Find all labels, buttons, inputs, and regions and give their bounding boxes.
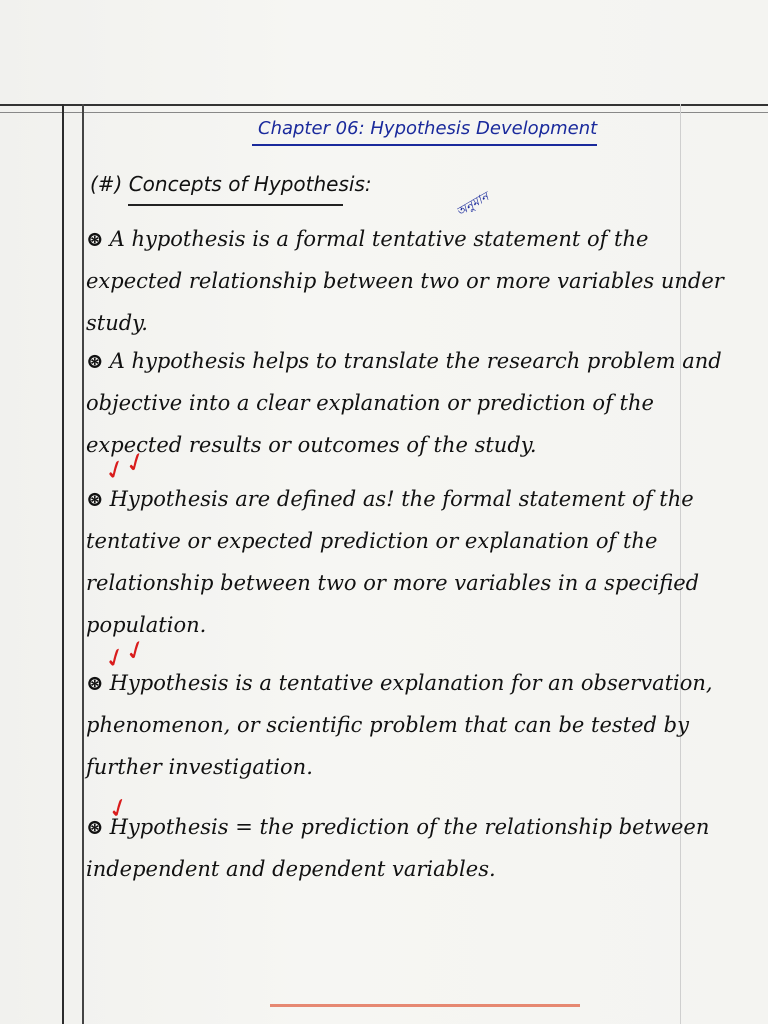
paragraph-2: [86, 340, 726, 466]
paragraph-text: Hypothesis is a tentative explanation for an observation, phenomenon, or scientific problem that can be tested by further investigation.: [86, 671, 713, 779]
top-rule: [0, 104, 768, 106]
check-mark-icon: ✓✓: [100, 633, 152, 677]
heading-underline: [128, 204, 343, 206]
bullet-icon: ⊛: [86, 226, 104, 251]
margin-line-left: [62, 104, 64, 1024]
paragraph-3: [86, 478, 726, 646]
bullet-icon: ⊛: [86, 486, 104, 511]
top-rule-secondary: [0, 112, 768, 113]
bullet-icon: ⊛: [86, 348, 104, 373]
section-heading: (#) Concepts of Hypothesis:: [90, 172, 372, 196]
check-mark-icon: ✓: [103, 791, 135, 827]
bullet-icon: ⊛: [86, 814, 104, 839]
paragraph-text: Hypothesis are defined as! the formal statement of the tentative or expected prediction or explanation of the relationship between two or more variables in a specified population.: [86, 487, 700, 637]
paragraph-text: A hypothesis is a formal tentative statement of the expected relationship between two or more variables under study.: [86, 227, 724, 335]
title-underline: [252, 144, 597, 146]
paragraph-text: Hypothesis = the prediction of the relationship between independent and dependent variables.: [86, 815, 710, 881]
paragraph-1: [86, 218, 726, 344]
bottom-red-mark: [270, 1004, 580, 1007]
page-title: Chapter 06: Hypothesis Development: [258, 118, 598, 139]
check-mark-icon: ✓✓: [100, 445, 152, 489]
paragraph-5: [86, 806, 726, 890]
margin-line-right: [82, 104, 84, 1024]
margin-annotation: অনুমান: [453, 189, 492, 220]
bullet-icon: ⊛: [86, 670, 104, 695]
paragraph-4: [86, 662, 726, 788]
paragraph-text: A hypothesis helps to translate the research problem and objective into a clear explanation or prediction of the expected results or outcomes of the study.: [86, 349, 722, 457]
